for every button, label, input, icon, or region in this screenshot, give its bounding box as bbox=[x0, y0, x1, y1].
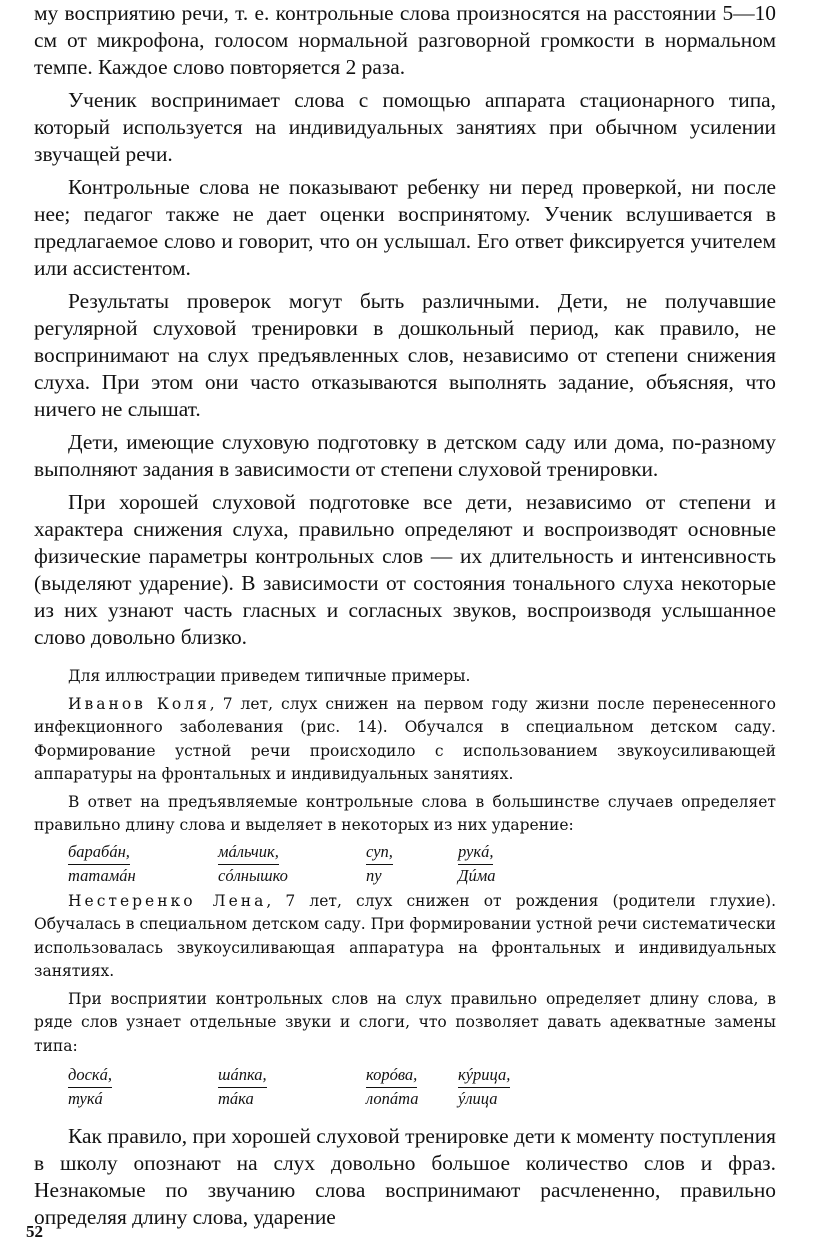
child-name-nesterenko: Нестеренко Лена bbox=[68, 891, 267, 910]
examples-table-2 bbox=[68, 1064, 776, 1110]
example-word: рукá, bbox=[458, 841, 568, 865]
example-word: барабáн, bbox=[68, 841, 218, 865]
example-response: тáка bbox=[218, 1089, 254, 1108]
paragraph-6: При хорошей слуховой подготовке все дети, независимо от степени и характера снижения слуха, правильно определяют и воспроизводят основные физические параметры контрольных слов — их длительность и интенсивность (выделяют ударение). В зависимости от состояния тонального слуха некоторые из них узнают часть гласных и согласных звуков, воспроизводя услышанное слово довольно близко. bbox=[34, 490, 776, 649]
example-word: кýрица, bbox=[458, 1064, 568, 1088]
example-response: сóлнышко bbox=[218, 865, 288, 885]
example-response: Дúма bbox=[458, 865, 496, 885]
paragraph-7: Как правило, при хорошей слуховой тренировке дети к моменту поступления в школу опознают на слух довольно большое количество слов и фраз. Незнакомые по звучанию слова воспринимают расчлененно, правильно определяя длину слова, ударение bbox=[34, 1124, 776, 1229]
paragraph-1: му восприятию речи, т. е. контрольные слова произносятся на расстоянии 5—10 см от микрофона, голосом нормальной разговорной громкости в нормальном темпе. Каждое слово повторяется 2 раза. bbox=[34, 1, 776, 79]
example-word: мáльчик, bbox=[218, 841, 366, 865]
child-name-ivanov: Иванов Коля bbox=[68, 694, 210, 713]
examples-table-1 bbox=[68, 841, 776, 887]
page-number: 52 bbox=[26, 1222, 43, 1241]
small-paragraph-1: Для иллюстрации приведем типичные примеры. bbox=[68, 667, 471, 685]
page-body bbox=[34, 0, 776, 1231]
example-word: корóва, bbox=[366, 1064, 458, 1088]
example-response: пу bbox=[366, 865, 382, 885]
example-word: шáпка, bbox=[218, 1064, 366, 1088]
paragraph-5: Дети, имеющие слуховую подготовку в детском саду или дома, по-разному выполняют задания в зависимости от степени слуховой тренировки. bbox=[34, 430, 776, 481]
example-word: доскá, bbox=[68, 1064, 218, 1088]
example-response: ýлица bbox=[458, 1089, 498, 1108]
example-response: лопáта bbox=[366, 1089, 419, 1108]
paragraph-4: Результаты проверок могут быть различными. Дети, не получавшие регулярной слуховой тренировки в дошкольный период, как правило, не воспринимают на слух предъявленных слов, независимо от степени снижения слуха. При этом они часто отказываются выполнять задание, объясняя, что ничего не слышат. bbox=[34, 289, 776, 421]
case-description-nesterenko: , 7 лет, слух снижен от рождения (родители глухие). Обучалась в специальном детском саду. При формировании устной речи систематически использовалась звукоусиливающая аппаратура на фронтальных и индивидуальных занятиях. bbox=[34, 891, 777, 980]
example-response: татамáн bbox=[68, 865, 136, 885]
case-description-ivanov: , 7 лет, слух снижен на первом году жизни после перенесенного инфекционного заболевания (рис. 14). Обучался в специальном детском саду. Формирование устной речи происходило с использованием звукоусиливающей аппаратуры на фронтальных и индивидуальных занятиях. bbox=[34, 694, 776, 783]
example-response: тукá bbox=[68, 1089, 103, 1108]
small-paragraph-4 bbox=[34, 890, 776, 984]
example-word: суп, bbox=[366, 841, 458, 865]
small-paragraph-5: При восприятии контрольных слов на слух правильно определяет длину слова, в ряде слов узнает отдельные звуки и слоги, что позволяет давать адекватные замены типа: bbox=[34, 989, 776, 1055]
paragraph-2: Ученик воспринимает слова с помощью аппарата стационарного типа, который используется на индивидуальных занятиях при обычном усилении звучащей речи. bbox=[34, 88, 776, 166]
small-paragraph-2 bbox=[34, 693, 776, 787]
small-paragraph-3: В ответ на предъявляемые контрольные слова в большинстве случаев определяет правильно длину слова и выделяет в некоторых из них ударение: bbox=[34, 792, 776, 834]
paragraph-3: Контрольные слова не показывают ребенку ни перед проверкой, ни после нее; педагог также не дает оценки воспринятому. Ученик вслушивается в предлагаемое слово и говорит, что он услышал. Его ответ фиксируется учителем или ассистентом. bbox=[34, 175, 776, 280]
